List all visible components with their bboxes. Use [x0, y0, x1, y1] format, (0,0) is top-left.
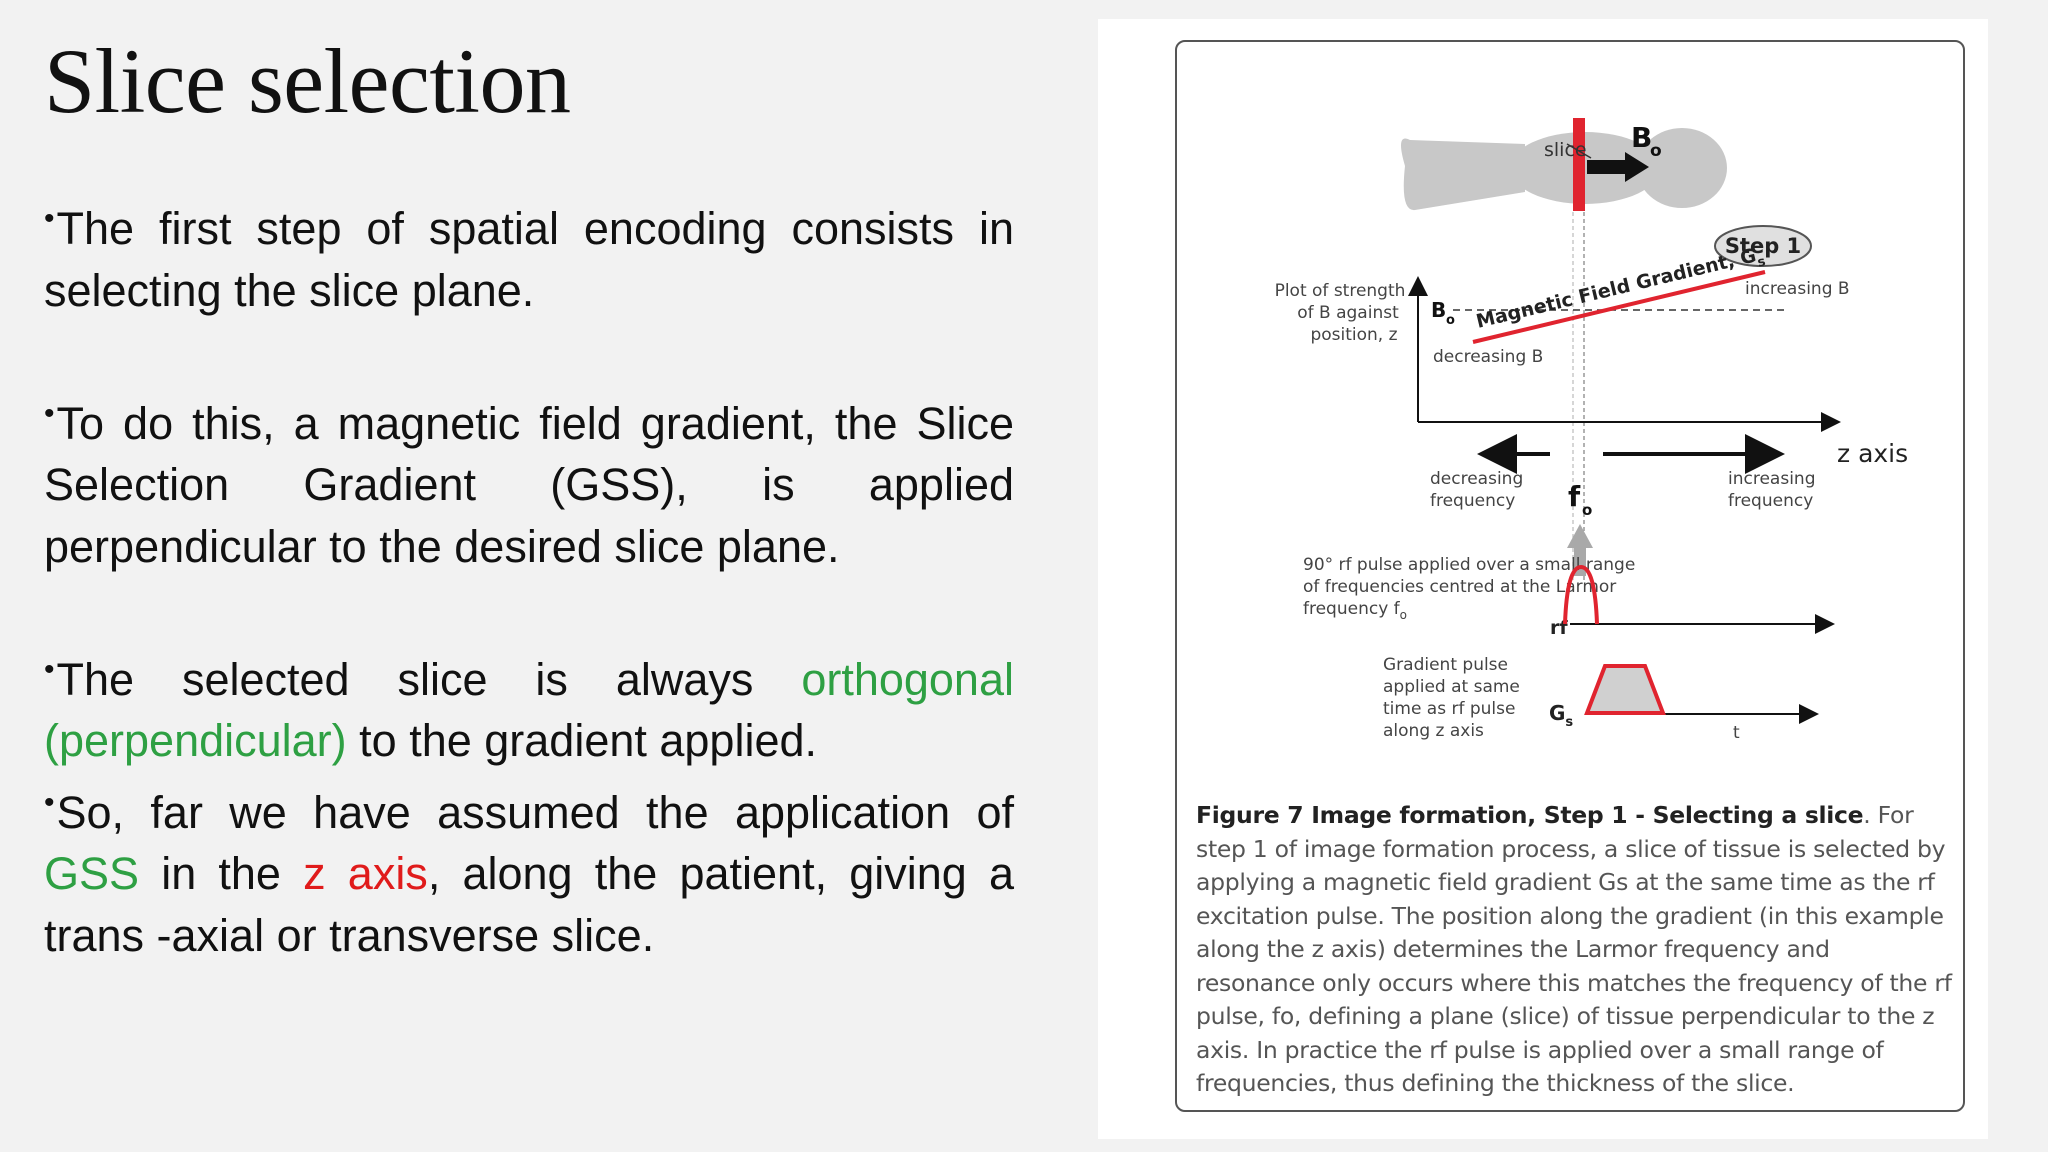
z-axis-label: z axis — [1837, 439, 1909, 468]
bullet-dot: • — [44, 652, 55, 686]
inc-freq-2: frequency — [1728, 491, 1814, 511]
slice-band — [1573, 118, 1585, 211]
step-label: Step 1 — [1724, 234, 1802, 258]
b0-sub: o — [1650, 141, 1662, 161]
gradient-label: Magnetic Field Gradient, $G_s$ — [1474, 244, 1768, 333]
bullet-dot: • — [44, 396, 55, 430]
rf-note-2: of frequencies centred at the Larmor — [1303, 577, 1617, 597]
rf-note-3: frequency $f_o$ — [1303, 599, 1407, 622]
orthogonal-highlight: orthogonal (perpendicular) — [44, 653, 1014, 766]
slice-selection-diagram — [1195, 62, 1947, 782]
gs-label: $G_s$ — [1549, 701, 1574, 730]
plot-label-1: Plot of strength — [1274, 281, 1406, 301]
t-label: t — [1733, 723, 1740, 743]
grad-note-4: along z axis — [1383, 721, 1484, 741]
bullet-4 — [44, 772, 1014, 967]
plot-label-2: of B against — [1297, 303, 1399, 323]
figure-box — [1175, 40, 1965, 1112]
bullet-list — [44, 188, 1014, 966]
bullet-3 — [44, 639, 1014, 772]
slide-title: Slice selection — [44, 30, 571, 132]
gradient-pulse — [1587, 666, 1663, 713]
grad-note-3: time as rf pulse — [1383, 699, 1516, 719]
f0-sub: o — [1582, 501, 1593, 519]
caption-text: . For step 1 of image formation process, a slice of tissue is selected by applying a magnetic field gradient Gs at the same time as the rf excitation pulse. The position along the gradient (in this example along the z axis) determines the Larmor frequency and resonance only occurs where this matches the frequency of the rf pulse, fo, defining a plane (slice) of tissue perpendicular to the z axis. In practice the rf pulse is applied over a small range of frequencies, thus defining the thickness of the slice. — [1196, 801, 1952, 1097]
axis-b0-label: B — [1431, 298, 1447, 322]
rf-note-1: 90° rf pulse applied over a small range — [1303, 555, 1636, 575]
figure-caption — [1196, 799, 1952, 1101]
bullet-2-text: To do this, a magnetic field gradient, the Slice Selection Gradient (GSS), is applied perpendicular to the desired slice plane. — [44, 397, 1014, 572]
bullet-1-text: The first step of spatial encoding consists in selecting the slice plane. — [44, 203, 1014, 316]
bullet-3-text-a: The selected slice is always — [56, 653, 802, 705]
gss-highlight: GSS — [44, 848, 140, 899]
decreasing-b-label: decreasing B — [1433, 347, 1544, 367]
bullet-4-text-a: So, far we have assumed the application of — [56, 786, 1014, 838]
dec-freq-2: frequency — [1430, 491, 1516, 511]
bullet-dot: • — [44, 785, 55, 819]
bullet-4-text-e: , along the patient, giving a trans -axial or transverse slice. — [44, 848, 1015, 961]
bullet-1 — [44, 188, 1014, 321]
bullet-3-text-c: to the gradient applied. — [346, 715, 818, 766]
dec-freq-1: decreasing — [1430, 469, 1524, 489]
increasing-b-label: increasing B — [1745, 279, 1850, 299]
b0-label: B — [1631, 121, 1653, 154]
bullet-2 — [44, 383, 1014, 578]
axis-b0-sub: o — [1446, 313, 1455, 328]
plot-label-3: position, z — [1310, 325, 1398, 345]
grad-note-2: applied at same — [1383, 677, 1520, 697]
bullet-4-text-c: in the — [139, 848, 304, 899]
rf-label: rf — [1550, 617, 1568, 639]
grad-note-1: Gradient pulse — [1383, 655, 1509, 675]
z-axis-highlight: z axis — [303, 848, 428, 899]
caption-bold: Figure 7 Image formation, Step 1 - Selecting a slice — [1196, 801, 1864, 829]
bullet-dot: • — [44, 202, 55, 235]
f0-label: f — [1568, 480, 1581, 513]
slice-label: slice — [1544, 139, 1587, 161]
inc-freq-1: increasing — [1728, 469, 1816, 489]
